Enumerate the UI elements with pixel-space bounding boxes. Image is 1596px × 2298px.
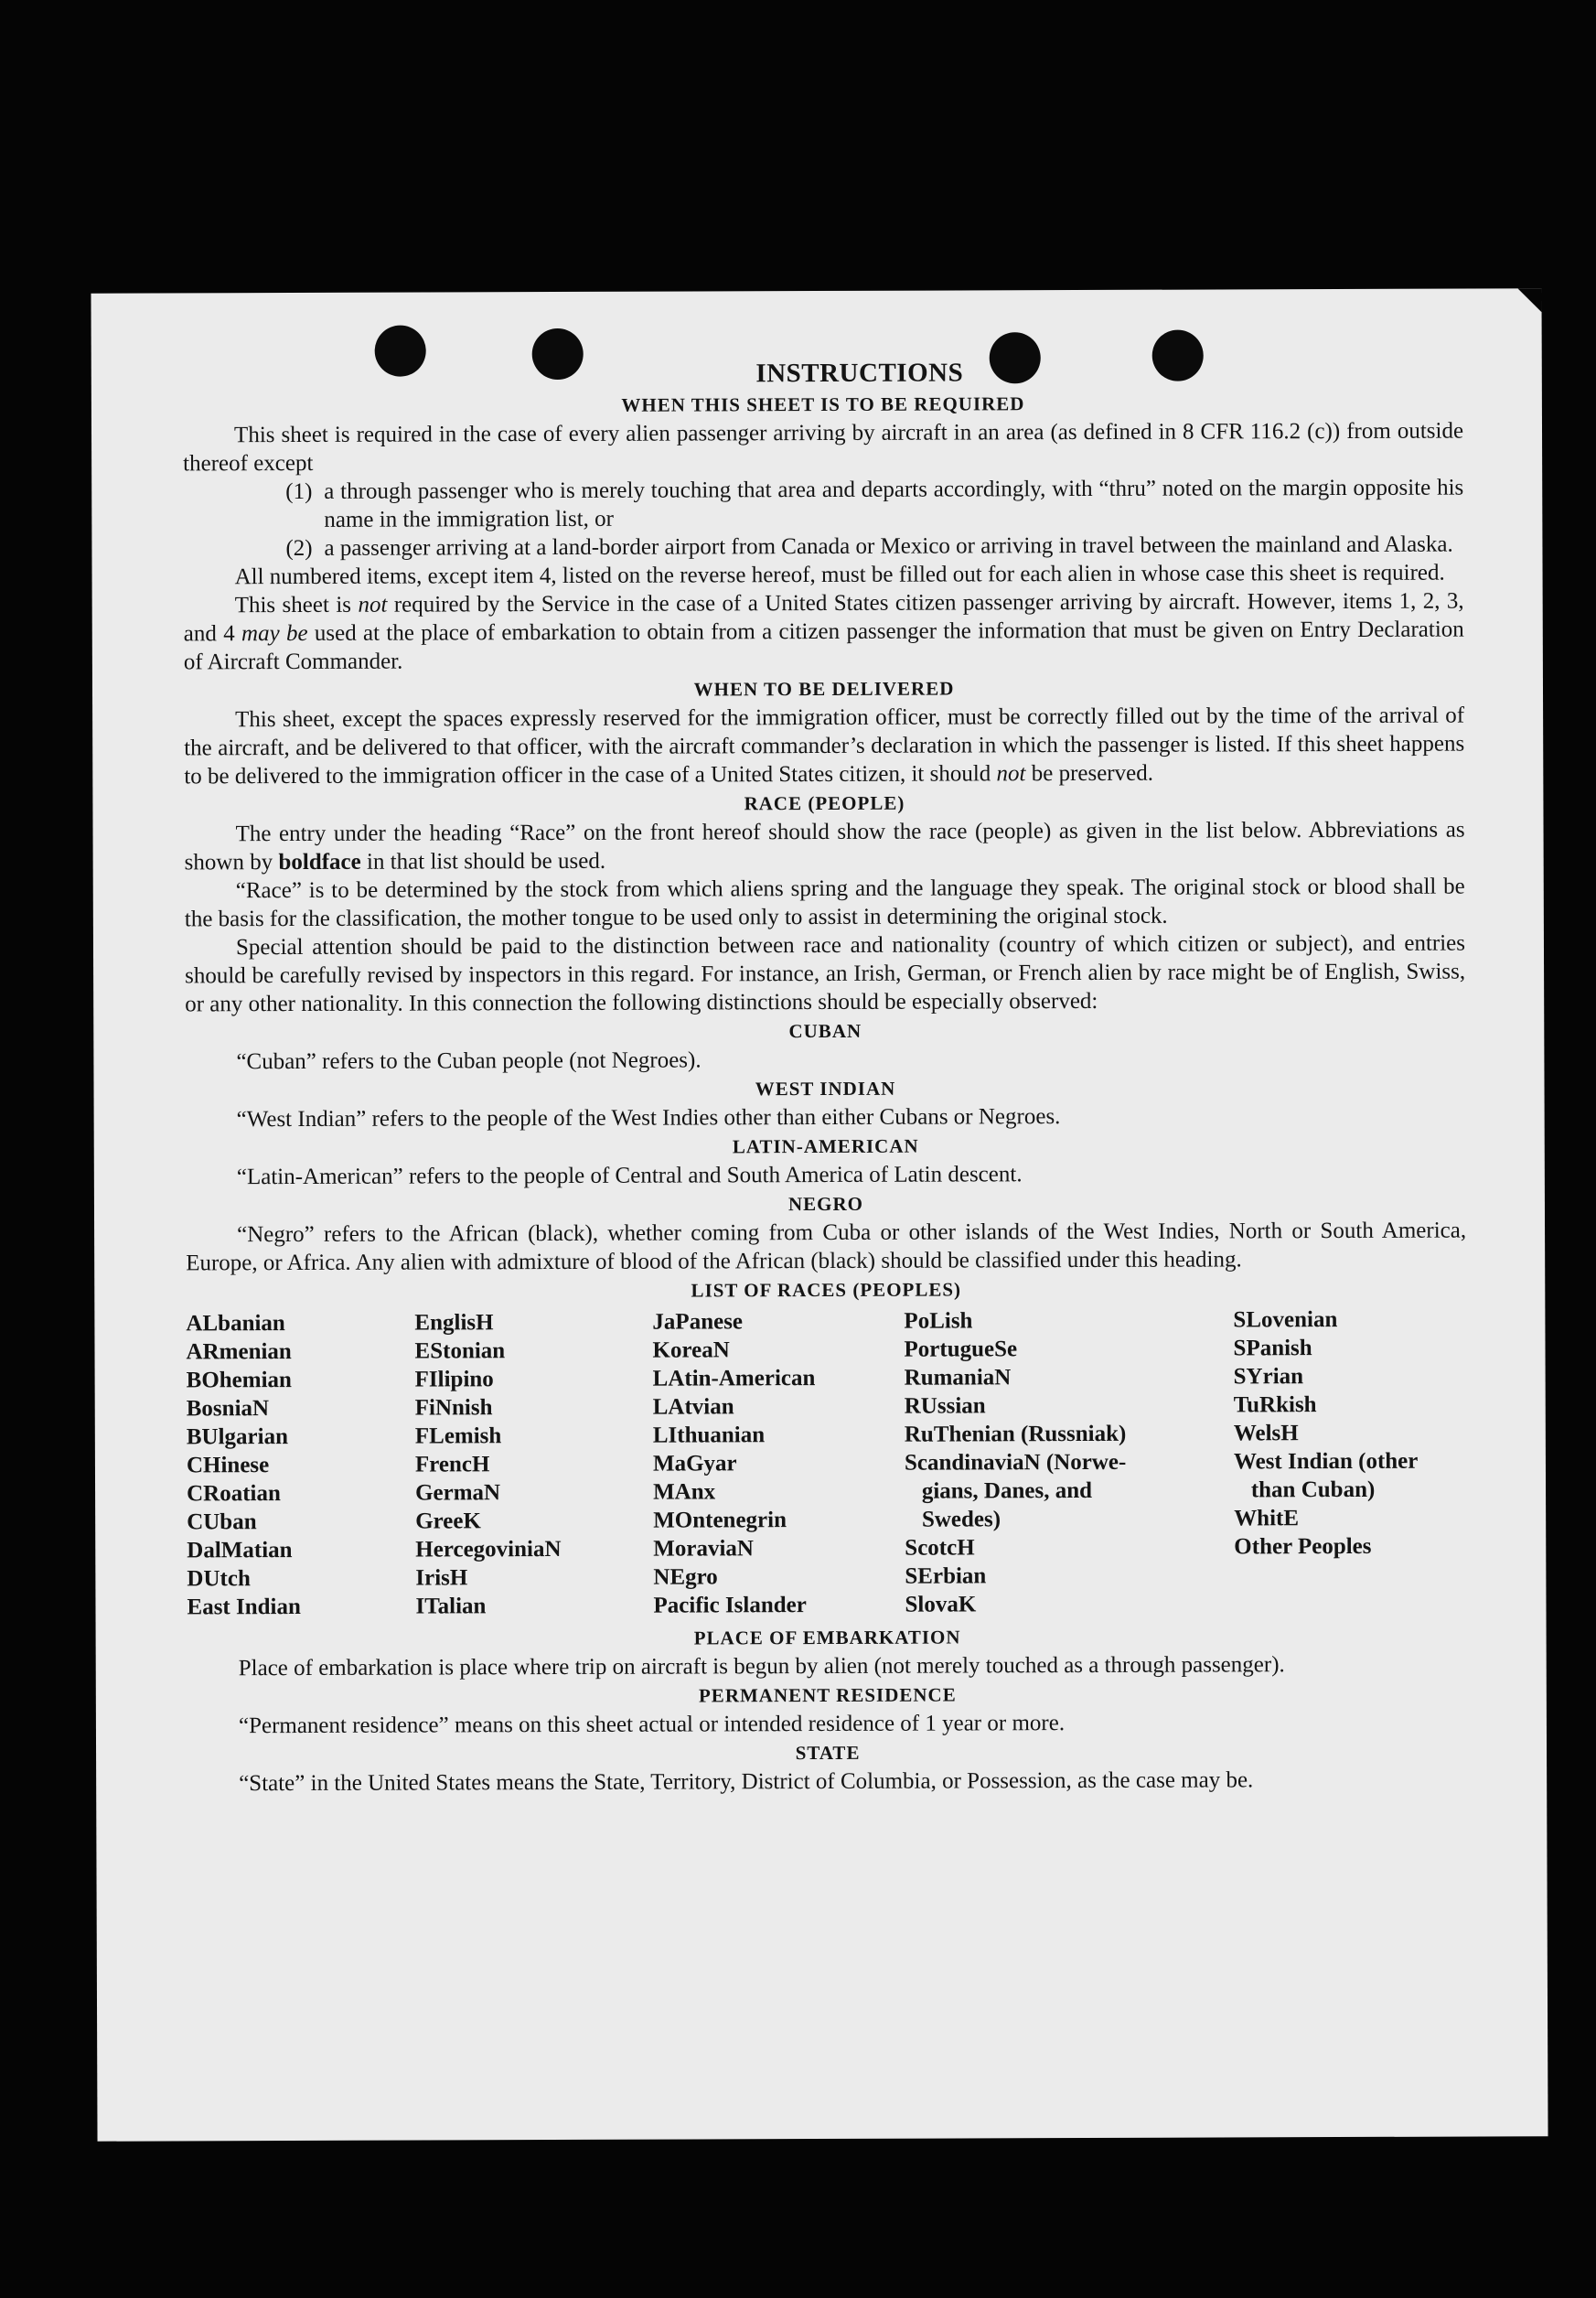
when-required-intro: This sheet is required in the case of every alien passenger arriving by aircraft in an area (as defined in 8 CFR 116.2 (c)) from outside thereof except	[183, 418, 1464, 477]
citizen-text-part: used at the place of embarkation to obtain from a citizen passenger the information that must be given on Entry Declaration of Aircraft Commander.	[183, 617, 1464, 675]
negro-definition: “Negro” refers to the African (black), whether coming from Cuba or other islands of the West Indies, North or South America, Europe, or Africa. Any alien with admixture of blood of the African (black) should be classified under this heading.	[186, 1218, 1467, 1276]
race-entry: PoLish	[904, 1308, 973, 1334]
race-entry: East Indian	[187, 1594, 301, 1620]
folded-corner	[1517, 288, 1541, 312]
race-text-part: in that list should be used.	[360, 848, 606, 875]
race-entry: FIlipino	[414, 1367, 494, 1392]
races-column	[652, 1307, 905, 1620]
race-entry: ALbanian	[186, 1311, 285, 1337]
exception-number: (1)	[285, 478, 313, 505]
race-entry: RumaniaN	[904, 1365, 1012, 1391]
races-column	[904, 1305, 1234, 1618]
document-sheet	[91, 288, 1548, 2142]
when-delivered-paragraph	[184, 702, 1464, 791]
exception-item	[183, 531, 1463, 564]
race-entry: ITalian	[415, 1594, 487, 1619]
race-entry: FiNnish	[414, 1395, 493, 1421]
race-entry: WhitE	[1234, 1506, 1300, 1531]
state-definition: “State” in the United States means the State, Territory, District of Columbia, or Possession, as the case may be.	[239, 1767, 1254, 1797]
race-entry: MoraviaN	[653, 1536, 755, 1562]
heading-permanent-residence: PERMANENT RESIDENCE	[698, 1683, 957, 1707]
heading-negro: NEGRO	[787, 1192, 863, 1216]
race-entry: LAtvian	[652, 1394, 734, 1420]
race-entry: KoreaN	[652, 1337, 730, 1363]
heading-when-delivered: WHEN TO BE DELIVERED	[693, 677, 955, 701]
race-entry: DalMatian	[187, 1538, 293, 1563]
race-entry: Pacific Islander	[653, 1593, 807, 1618]
race-entry: TuRkish	[1233, 1392, 1317, 1418]
race-entry: EStonian	[414, 1338, 506, 1364]
race-paragraph-3: Special attention should be paid to the distinction between race and nationality (country of which citizen or subject), and entries should be carefully revised by inspectors in this regard. For instance, an Irish, German, or French alien by race might be of English, Swiss, or any other nationality. In this connection the following distinctions should be especially observed:	[185, 930, 1466, 1017]
race-entry: SLovenian	[1233, 1307, 1338, 1333]
race-entry: SYrian	[1233, 1364, 1304, 1390]
race-entry: BUlgarian	[186, 1424, 289, 1450]
race-entry: PortugueSe	[904, 1337, 1018, 1362]
race-entry: NEgro	[653, 1564, 718, 1590]
race-entry: DUtch	[187, 1566, 251, 1592]
race-entry: WelsH	[1233, 1421, 1299, 1446]
delivered-emphasis-not: not	[996, 761, 1026, 787]
race-entry: JaPanese	[652, 1309, 744, 1335]
race-entry: MOntenegrin	[653, 1508, 787, 1533]
heading-place-of-embarkation: PLACE OF EMBARKATION	[693, 1626, 961, 1649]
races-list	[186, 1305, 1467, 1622]
race-entry: CRoatian	[187, 1481, 281, 1507]
west-indian-definition: “West Indian” refers to the people of the West Indies other than either Cubans or Negroes.	[236, 1104, 1061, 1133]
race-entry: LIthuanian	[652, 1423, 766, 1448]
race-entry: BOhemian	[186, 1368, 292, 1393]
heading-west-indian: WEST INDIAN	[755, 1077, 896, 1101]
exception-text: a passenger arriving at a land-border airport from Canada or Mexico or arriving in travel between the mainland and Alaska.	[324, 532, 1453, 561]
race-entry: Swedes)	[905, 1507, 1002, 1532]
race-entry: ARmenian	[186, 1339, 292, 1365]
races-column	[414, 1308, 653, 1621]
race-entry: than Cuban)	[1234, 1477, 1376, 1503]
heading-race: RACE (PEOPLE)	[744, 791, 905, 815]
delivered-text-part: be preserved.	[1025, 760, 1154, 787]
race-entry: ScandinaviaN (Norwe-	[904, 1449, 1127, 1476]
race-entry: ScotcH	[905, 1535, 975, 1561]
exception-item	[183, 474, 1463, 535]
race-entry: EnglisH	[414, 1310, 494, 1336]
race-entry: SErbian	[905, 1563, 987, 1589]
race-entry: CHinese	[186, 1453, 270, 1478]
exception-number: (2)	[285, 535, 313, 562]
races-column	[1233, 1305, 1467, 1618]
race-entry: FLemish	[414, 1423, 502, 1449]
exception-text: a through passenger who is merely touching that area and departs accordingly, with “thru” noted on the margin opposite his name in the immigration list, or	[324, 475, 1464, 532]
latin-american-definition: “Latin-American” refers to the people of Central and South America of Latin descent.	[236, 1162, 1023, 1190]
race-entry: MaGyar	[652, 1451, 737, 1477]
race-paragraph-1	[184, 816, 1464, 877]
citizen-emphasis-not: not	[358, 592, 388, 617]
race-entry: GreeK	[415, 1509, 481, 1534]
citizen-paragraph	[184, 587, 1464, 677]
cuban-definition: “Cuban” refers to the Cuban people (not Negroes).	[236, 1047, 702, 1075]
race-entry: LAtin-American	[652, 1366, 816, 1391]
race-entry: GermaN	[415, 1480, 501, 1506]
heading-state: STATE	[795, 1741, 861, 1765]
race-entry: IrisH	[415, 1565, 468, 1591]
race-entry: Other Peoples	[1234, 1533, 1372, 1560]
heading-cuban: CUBAN	[788, 1019, 862, 1043]
race-entry: SPanish	[1233, 1336, 1312, 1361]
numbered-items-paragraph: All numbered items, except item 4, listed on the reverse hereof, must be filled out for each alien in whose case this sheet is required.	[234, 560, 1445, 590]
place-of-embarkation-definition: Place of embarkation is place where trip on aircraft is begun by alien (not merely touched as a through passenger).	[238, 1652, 1285, 1681]
permanent-residence-definition: “Permanent residence” means on this sheet actual or intended residence of 1 year or more.	[238, 1711, 1066, 1739]
page-title: INSTRUCTIONS	[755, 358, 964, 389]
race-entry: RUssian	[904, 1393, 986, 1419]
race-entry: RuThenian (Russniak)	[904, 1421, 1127, 1447]
heading-latin-american: LATIN-AMERICAN	[732, 1134, 919, 1158]
race-entry: SlovaK	[905, 1592, 977, 1617]
race-entry: CUban	[187, 1509, 257, 1535]
race-entry: West Indian (other	[1233, 1448, 1419, 1475]
race-paragraph-2: “Race” is to be determined by the stock from which aliens spring and the language they speak. The original stock or blood shall be the basis for the classification, the mother tongue to be used only to assist in determining the original stock.	[184, 874, 1465, 932]
races-column	[186, 1309, 415, 1622]
citizen-text-part: required by the Service in the case of a United States citizen passenger arriving by aircraft. However, items 1, 2, 3, and 4	[183, 588, 1464, 647]
heading-when-required: WHEN THIS SHEET IS TO BE REQUIRED	[621, 392, 1025, 416]
race-entry: gians, Danes, and	[905, 1477, 1093, 1504]
heading-list-of-races: LIST OF RACES (PEOPLES)	[691, 1278, 962, 1302]
delivered-text-part: This sheet, except the spaces expressly reserved for the immigration officer, must be correctly filled out by the time of the arrival of the aircraft, and be delivered to that officer, with the aircraft commander’s declaration in which the passenger is listed. If this sheet happens to be delivered to the immigration officer in the case of a United States citizen, it should	[184, 703, 1465, 789]
citizen-text-part: This sheet is	[234, 592, 359, 618]
race-entry: HercegoviniaN	[415, 1536, 562, 1562]
race-entry: FrencH	[414, 1452, 490, 1477]
race-entry: MAnx	[653, 1479, 716, 1505]
instructions-content	[183, 355, 1468, 1799]
race-text-part: The entry under the heading “Race” on the front hereof should show the race (people) as given in the list below. Abbreviations as shown by	[184, 817, 1465, 875]
race-entry: BosniaN	[186, 1396, 270, 1422]
citizen-emphasis-may-be: may be	[241, 620, 308, 647]
race-emphasis-boldface: boldface	[278, 849, 361, 875]
